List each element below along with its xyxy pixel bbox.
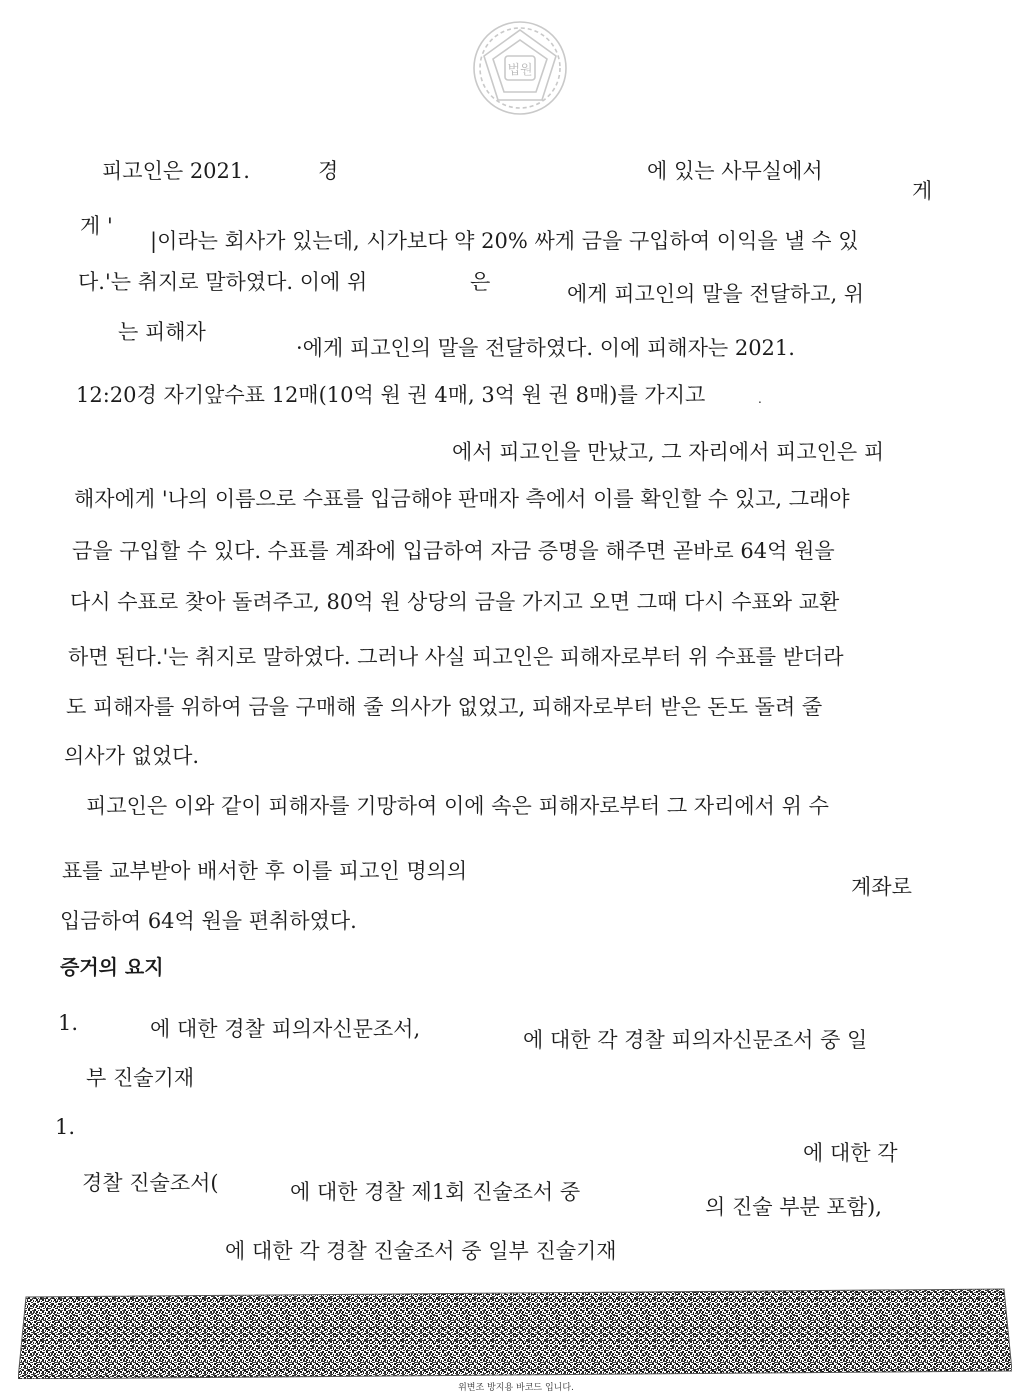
body-line-3 (0, 267, 1032, 306)
evidence-line-4 (0, 1138, 1032, 1168)
evidence-section-title: 증거의 요지 (60, 955, 164, 979)
text-segment: 피고인은 2021. (102, 159, 250, 183)
body-line-1 (0, 156, 1032, 203)
body-line-9 (0, 587, 1032, 617)
text-segment: 의 진술 부분 포함), (705, 1195, 882, 1219)
text-segment: 표를 교부받아 배서한 후 이를 피고인 명의의 (62, 859, 468, 883)
text-segment: 의사가 없었다. (64, 744, 200, 768)
text-segment: ·에게 피고인의 말을 전달하였다. 이에 피해자는 2021. (296, 336, 795, 360)
evidence-line-1 (0, 1008, 1032, 1052)
body-line-8 (0, 536, 1032, 566)
text-segment: 는 피해자 (118, 320, 206, 344)
text-segment: . (758, 392, 762, 406)
evidence-line-5 (0, 1168, 1032, 1219)
text-segment: |이라는 회사가 있는데, 시가보다 약 20% 싸게 금을 구입하여 이익을 낼 수 있 (150, 229, 859, 253)
text-segment: 부 진술기재 (86, 1066, 195, 1090)
evidence-line-2 (0, 1063, 1032, 1093)
body-line-13 (0, 791, 1032, 821)
text-segment: 피고인은 이와 같이 피해자를 기망하여 이에 속은 피해자로부터 그 자리에서 위 수 (86, 794, 829, 818)
body-line-2 (0, 214, 1032, 256)
text-segment: 은 (470, 270, 491, 294)
text-segment: 계좌로 (851, 875, 912, 899)
body-line-5 (0, 380, 1032, 410)
anti-forgery-barcode (18, 1287, 1012, 1379)
barcode-caption: 위변조 방지용 바코드 입니다. (458, 1383, 574, 1393)
text-segment: 에 대한 각 경찰 피의자신문조서 중 일 (523, 1028, 868, 1052)
text-segment: 다시 수표로 찾아 돌려주고, 80억 원 상당의 금을 가지고 오면 그때 다시 수표와 교환 (70, 590, 840, 614)
evidence-line-6 (0, 1236, 1032, 1266)
text-segment: 게 ' (80, 214, 113, 238)
list-number: 1. (55, 1115, 76, 1139)
text-segment: 하면 된다.'는 취지로 말하였다. 그러나 사실 피고인은 피해자로부터 위 수표를 받더라 (68, 645, 844, 669)
list-number: 1. (58, 1011, 79, 1035)
text-segment: 에게 피고인의 말을 전달하고, 위 (567, 282, 865, 306)
body-line-6 (0, 437, 1032, 467)
text-segment: 에 대한 각 (803, 1141, 898, 1165)
court-seal-text: 법원 (507, 63, 533, 78)
body-line-7 (0, 484, 1032, 514)
text-segment: 에 있는 사무실에서 (647, 159, 823, 183)
text-segment: 다.'는 취지로 말하였다. 이에 위 (78, 270, 368, 294)
body-line-10 (0, 642, 1032, 672)
text-segment: 도 피해자를 위하여 금을 구매해 줄 의사가 없었고, 피해자로부터 받은 돈도 돌려 줄 (66, 695, 823, 719)
body-line-14 (0, 856, 1032, 899)
body-line-12 (0, 741, 1032, 771)
text-segment: 12:20경 자기앞수표 12매(10억 원 권 4매, 3억 원 권 8매)를 가지고 (76, 383, 706, 407)
body-line-15 (0, 906, 1032, 936)
text-segment: 경찰 진술조서( (82, 1171, 219, 1195)
text-segment: 에 대한 경찰 피의자신문조서, (150, 1017, 421, 1041)
text-segment: 에 대한 각 경찰 진술조서 중 일부 진술기재 (225, 1239, 617, 1263)
text-segment: 에 대한 경찰 제1회 진술조서 중 (290, 1180, 581, 1204)
court-seal-icon (470, 18, 570, 118)
body-line-11 (0, 692, 1032, 722)
text-segment: 금을 구입할 수 있다. 수표를 계좌에 입금하여 자금 증명을 해주면 곧바로 64억 원을 (72, 539, 835, 563)
text-segment: 게 (912, 179, 933, 203)
text-segment: 해자에게 '나의 이름으로 수표를 입금해야 판매자 측에서 이를 확인할 수 있고, 그래야 (74, 487, 850, 511)
text-segment: 입금하여 64억 원을 편취하였다. (60, 909, 357, 933)
body-line-4 (0, 317, 1032, 360)
text-segment: 경 (318, 159, 339, 183)
text-segment: 에서 피고인을 만났고, 그 자리에서 피고인은 피 (452, 440, 885, 464)
